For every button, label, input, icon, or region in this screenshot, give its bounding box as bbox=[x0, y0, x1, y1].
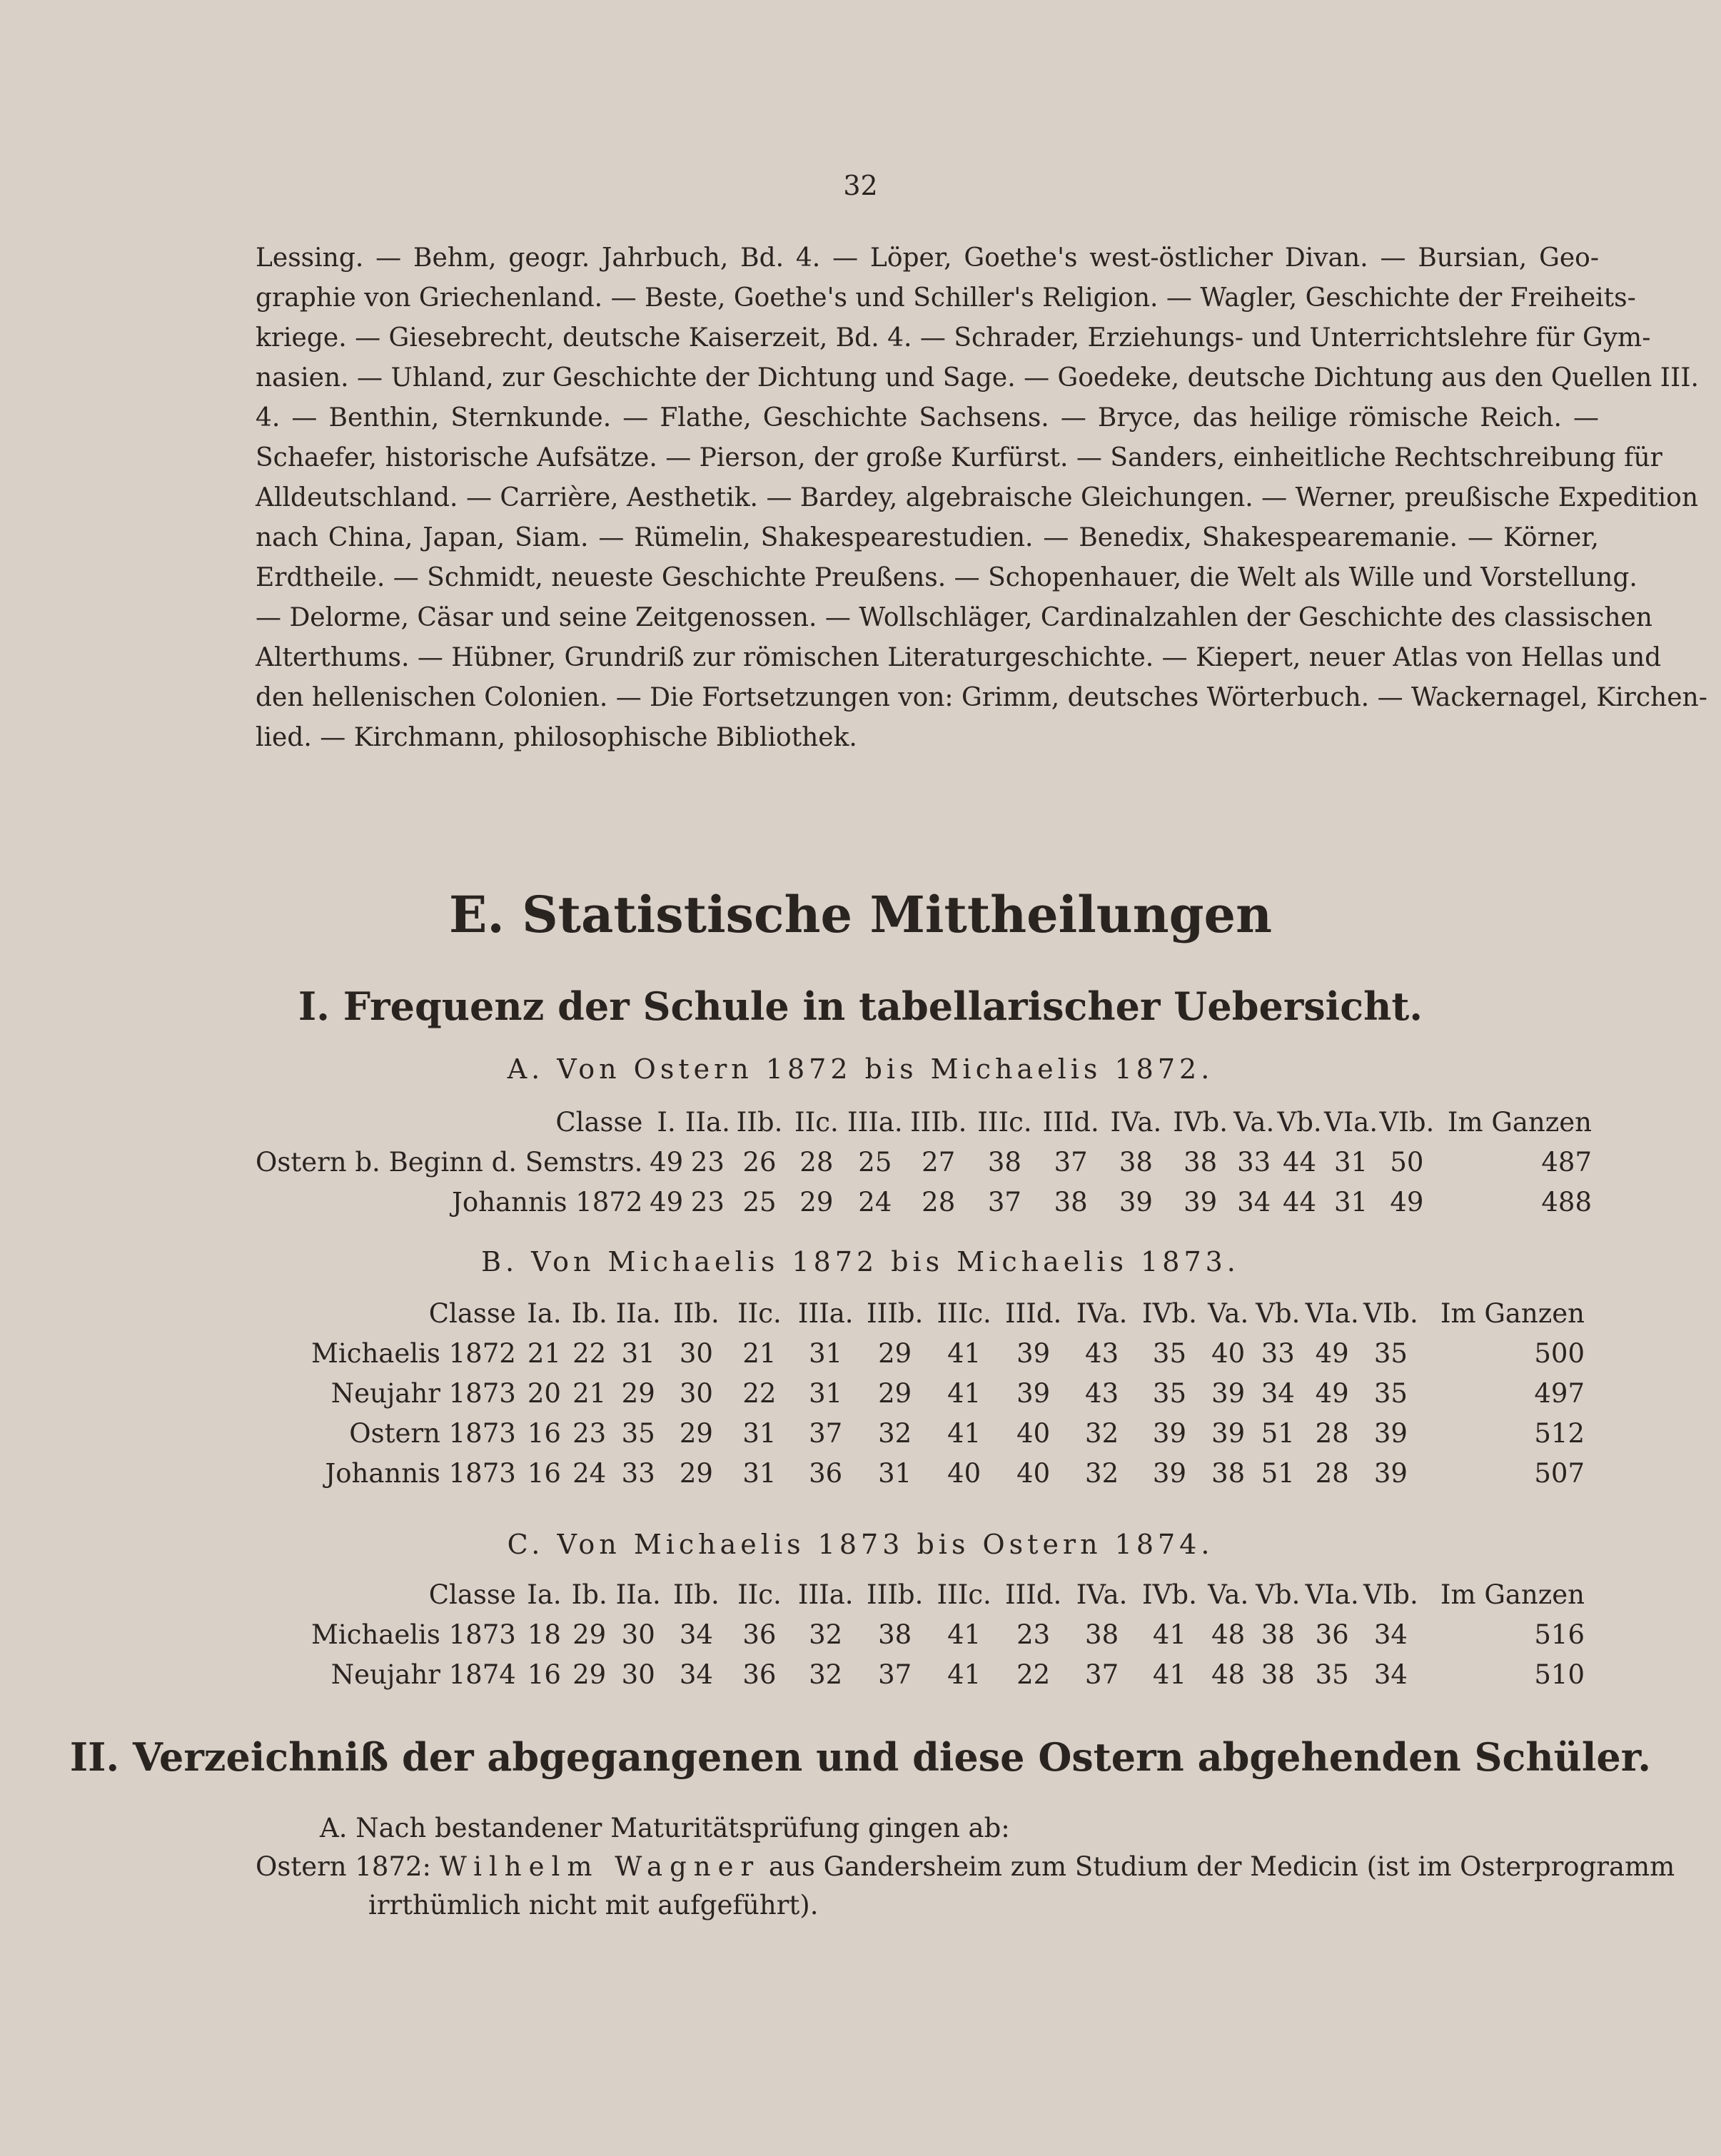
table-cell: 37 bbox=[987, 1186, 1021, 1218]
table-cell: IIIa. bbox=[797, 1297, 854, 1329]
table-cell: IIIb. bbox=[867, 1297, 924, 1329]
table-cell: IVb. bbox=[1142, 1579, 1197, 1610]
table-cell: 23 bbox=[1016, 1619, 1051, 1650]
table-cell: VIb. bbox=[1363, 1297, 1418, 1329]
table-cell: 37 bbox=[1054, 1146, 1088, 1178]
row-label: Johannis 1873 bbox=[325, 1457, 516, 1489]
table-cell: 49 bbox=[650, 1186, 684, 1218]
table-cell: Vb. bbox=[1277, 1106, 1322, 1138]
table-cell: 36 bbox=[809, 1457, 843, 1489]
table-cell: 32 bbox=[878, 1417, 912, 1449]
frequency-table-b bbox=[300, 1293, 1592, 1493]
table-cell: 29 bbox=[799, 1186, 834, 1218]
table-cell: 29 bbox=[679, 1457, 713, 1489]
table-cell: 36 bbox=[742, 1659, 777, 1690]
table-cell: 41 bbox=[1152, 1659, 1186, 1690]
table-cell: 49 bbox=[1390, 1186, 1424, 1218]
table-row bbox=[256, 1182, 1599, 1222]
table-cell: 27 bbox=[922, 1146, 956, 1178]
table-cell: 49 bbox=[1315, 1337, 1349, 1369]
table-cell: 23 bbox=[690, 1186, 725, 1218]
table-cell: 28 bbox=[1315, 1417, 1349, 1449]
table-cell: Va. bbox=[1208, 1297, 1249, 1329]
row-label: Classe bbox=[428, 1579, 516, 1610]
table-cell: 38 bbox=[1119, 1146, 1153, 1178]
table-cell: 29 bbox=[621, 1377, 655, 1409]
table-cell: 38 bbox=[1085, 1619, 1119, 1650]
table-cell: 31 bbox=[1333, 1146, 1368, 1178]
table-header-row bbox=[300, 1574, 1592, 1614]
table-cell: 34 bbox=[1261, 1377, 1295, 1409]
table-cell: 25 bbox=[858, 1146, 892, 1178]
table-cell: 26 bbox=[742, 1146, 777, 1178]
prose-line: Alldeutschland. — Carrière, Aesthetik. — Bardey, algebraische Gleichungen. — Werner, preußische Expedition bbox=[256, 483, 1699, 512]
prose-line: 4. — Benthin, Sternkunde. — Flathe, Geschichte Sachsens. — Bryce, das heilige römische Reich. — bbox=[256, 403, 1599, 432]
table-row bbox=[300, 1413, 1592, 1453]
table-header-row bbox=[256, 1102, 1599, 1142]
table-cell: 41 bbox=[947, 1619, 981, 1650]
table-cell: 31 bbox=[621, 1337, 655, 1369]
table-cell: 20 bbox=[527, 1377, 561, 1409]
table-cell: 30 bbox=[679, 1377, 713, 1409]
table-cell: 31 bbox=[1333, 1186, 1368, 1218]
table-cell: 35 bbox=[1373, 1337, 1408, 1369]
table-cell: 31 bbox=[809, 1337, 843, 1369]
table-cell: 28 bbox=[799, 1146, 834, 1178]
row-label: Neujahr 1873 bbox=[330, 1377, 516, 1409]
table-cell: 39 bbox=[1211, 1377, 1246, 1409]
table-cell: 29 bbox=[572, 1619, 607, 1650]
table-cell: 35 bbox=[1373, 1377, 1408, 1409]
table-cell: Ib. bbox=[571, 1579, 607, 1610]
total-cell: 510 bbox=[1534, 1659, 1585, 1690]
table-cell: 41 bbox=[947, 1377, 981, 1409]
entry-date: Ostern 1872: bbox=[256, 1851, 431, 1882]
table-cell: 44 bbox=[1283, 1186, 1317, 1218]
table-cell: 41 bbox=[947, 1417, 981, 1449]
table-cell: 38 bbox=[1183, 1146, 1218, 1178]
table-cell: IIId. bbox=[1005, 1579, 1062, 1610]
table-cell: IVb. bbox=[1142, 1297, 1197, 1329]
table-cell: IIIa. bbox=[847, 1106, 903, 1138]
table-cell: 34 bbox=[1373, 1619, 1408, 1650]
table-cell: I. bbox=[657, 1106, 676, 1138]
total-cell: 488 bbox=[1541, 1186, 1592, 1218]
table-cell: 22 bbox=[742, 1377, 777, 1409]
table-cell: IIc. bbox=[737, 1297, 782, 1329]
table-cell: Vb. bbox=[1256, 1579, 1301, 1610]
prose-line: Lessing. — Behm, geogr. Jahrbuch, Bd. 4. — Löper, Goethe's west-östlicher Divan. — Bursian, Geo- bbox=[256, 243, 1599, 273]
prose-line: Alterthums. — Hübner, Grundriß zur römischen Literaturgeschichte. — Kiepert, neuer Atlas von Hellas und bbox=[256, 643, 1662, 672]
table-cell: 51 bbox=[1261, 1457, 1295, 1489]
section-e-title: E. Statistische Mittheilungen bbox=[449, 885, 1272, 944]
table-cell: 24 bbox=[572, 1457, 607, 1489]
total-cell: Im Ganzen bbox=[1440, 1297, 1585, 1329]
table-cell: 29 bbox=[679, 1417, 713, 1449]
book-list-paragraph bbox=[256, 238, 1707, 758]
table-cell: 44 bbox=[1283, 1146, 1317, 1178]
total-cell: 500 bbox=[1534, 1337, 1585, 1369]
total-cell: Im Ganzen bbox=[1447, 1106, 1592, 1138]
table-cell: IIIc. bbox=[977, 1106, 1032, 1138]
table-a-heading: A. Von Ostern 1872 bis Michaelis 1872. bbox=[507, 1053, 1214, 1085]
table-cell: 32 bbox=[809, 1659, 843, 1690]
table-cell: 33 bbox=[1261, 1337, 1295, 1369]
table-cell: 34 bbox=[1237, 1186, 1271, 1218]
total-cell: Im Ganzen bbox=[1440, 1579, 1585, 1610]
table-cell: 36 bbox=[742, 1619, 777, 1650]
table-row bbox=[256, 1142, 1599, 1182]
table-row bbox=[300, 1614, 1592, 1654]
table-cell: 39 bbox=[1211, 1417, 1246, 1449]
table-cell: 31 bbox=[742, 1417, 777, 1449]
table-cell: 37 bbox=[1085, 1659, 1119, 1690]
table-cell: 39 bbox=[1183, 1186, 1218, 1218]
table-cell: 41 bbox=[947, 1337, 981, 1369]
table-cell: 39 bbox=[1152, 1457, 1186, 1489]
entry-continuation: irrthümlich nicht mit aufgeführt). bbox=[368, 1890, 819, 1920]
table-cell: Ia. bbox=[527, 1579, 562, 1610]
total-cell: 507 bbox=[1534, 1457, 1585, 1489]
table-cell: VIa. bbox=[1305, 1579, 1359, 1610]
prose-line: lied. — Kirchmann, philosophische Bibliothek. bbox=[256, 723, 857, 752]
table-b-heading: B. Von Michaelis 1872 bis Michaelis 1873. bbox=[481, 1246, 1240, 1277]
table-cell: IIa. bbox=[615, 1579, 661, 1610]
table-cell: 21 bbox=[572, 1377, 607, 1409]
prose-line: graphie von Griechenland. — Beste, Goethe's und Schiller's Religion. — Wagler, Geschichte der Freiheits- bbox=[256, 283, 1636, 313]
table-cell: 33 bbox=[621, 1457, 655, 1489]
table-cell: 16 bbox=[527, 1417, 561, 1449]
table-cell: 35 bbox=[1315, 1659, 1349, 1690]
row-label: Ostern 1873 bbox=[349, 1417, 516, 1449]
table-cell: 41 bbox=[1152, 1619, 1186, 1650]
table-cell: 41 bbox=[947, 1659, 981, 1690]
prose-line: — Delorme, Cäsar und seine Zeitgenossen. — Wollschläger, Cardinalzahlen der Geschichte des classischen bbox=[256, 603, 1652, 632]
table-cell: IIb. bbox=[736, 1106, 783, 1138]
table-row bbox=[300, 1333, 1592, 1373]
table-cell: 28 bbox=[922, 1186, 956, 1218]
table-cell: 35 bbox=[1152, 1337, 1186, 1369]
row-label: Classe bbox=[428, 1297, 516, 1329]
table-cell: 40 bbox=[1016, 1417, 1051, 1449]
table-cell: 25 bbox=[742, 1186, 777, 1218]
table-cell: 16 bbox=[527, 1457, 561, 1489]
table-cell: 34 bbox=[1373, 1659, 1408, 1690]
table-cell: IIa. bbox=[615, 1297, 661, 1329]
table-cell: IIIc. bbox=[937, 1579, 991, 1610]
table-cell: 35 bbox=[1152, 1377, 1186, 1409]
table-cell: 39 bbox=[1119, 1186, 1153, 1218]
table-cell: Ib. bbox=[571, 1297, 607, 1329]
table-cell: 43 bbox=[1085, 1377, 1119, 1409]
table-cell: 31 bbox=[742, 1457, 777, 1489]
graduate-entry bbox=[256, 1851, 1675, 1882]
table-cell: 23 bbox=[690, 1146, 725, 1178]
prose-line: den hellenischen Colonien. — Die Fortsetzungen von: Grimm, deutsches Wörterbuch. — Wackernagel, Kirchen- bbox=[256, 683, 1707, 712]
table-cell: 38 bbox=[1261, 1619, 1295, 1650]
table-cell: 48 bbox=[1211, 1659, 1246, 1690]
table-cell: 49 bbox=[650, 1146, 684, 1178]
table-cell: Va. bbox=[1208, 1579, 1249, 1610]
total-cell: 512 bbox=[1534, 1417, 1585, 1449]
table-cell: 22 bbox=[1016, 1659, 1051, 1690]
table-cell: 18 bbox=[527, 1619, 561, 1650]
section-2-title: II. Verzeichniß der abgegangenen und diese Ostern abgehenden Schüler. bbox=[69, 1734, 1652, 1780]
table-cell: IIc. bbox=[794, 1106, 839, 1138]
table-cell: IVa. bbox=[1076, 1579, 1128, 1610]
table-cell: 34 bbox=[679, 1619, 713, 1650]
table-cell: 40 bbox=[1211, 1337, 1246, 1369]
table-cell: 38 bbox=[1211, 1457, 1246, 1489]
section-2a-text: A. Nach bestandener Maturitätsprüfung gingen ab: bbox=[320, 1813, 1010, 1843]
table-cell: 34 bbox=[679, 1659, 713, 1690]
table-cell: IIIb. bbox=[910, 1106, 967, 1138]
total-cell: 487 bbox=[1541, 1146, 1592, 1178]
table-cell: 37 bbox=[878, 1659, 912, 1690]
table-cell: 38 bbox=[1261, 1659, 1295, 1690]
table-cell: IIId. bbox=[1042, 1106, 1099, 1138]
table-row bbox=[300, 1373, 1592, 1413]
table-cell: IIc. bbox=[737, 1579, 782, 1610]
prose-line: nach China, Japan, Siam. — Rümelin, Shakespearestudien. — Benedix, Shakespearemanie. — Körner, bbox=[256, 523, 1599, 552]
table-cell: VIb. bbox=[1363, 1579, 1418, 1610]
table-cell: Ia. bbox=[527, 1297, 562, 1329]
table-cell: 39 bbox=[1152, 1417, 1186, 1449]
table-cell: 39 bbox=[1373, 1457, 1408, 1489]
table-cell: 48 bbox=[1211, 1619, 1246, 1650]
table-c-heading: C. Von Michaelis 1873 bis Ostern 1874. bbox=[507, 1529, 1214, 1560]
frequency-table-c bbox=[300, 1574, 1592, 1694]
table-cell: 31 bbox=[809, 1377, 843, 1409]
table-cell: 43 bbox=[1085, 1337, 1119, 1369]
table-cell: IIa. bbox=[685, 1106, 730, 1138]
prose-line: Erdtheile. — Schmidt, neueste Geschichte Preußens. — Schopenhauer, die Welt als Wille und Vorstellung. bbox=[256, 563, 1637, 592]
table-cell: IIId. bbox=[1005, 1297, 1062, 1329]
table-cell: 32 bbox=[1085, 1457, 1119, 1489]
table-cell: 36 bbox=[1315, 1619, 1349, 1650]
table-cell: 16 bbox=[527, 1659, 561, 1690]
prose-line: kriege. — Giesebrecht, deutsche Kaiserzeit, Bd. 4. — Schrader, Erziehungs- und Unterrichtslehre für Gym- bbox=[256, 323, 1651, 353]
table-cell: 49 bbox=[1315, 1377, 1349, 1409]
table-cell: 22 bbox=[572, 1337, 607, 1369]
table-cell: IIb. bbox=[673, 1297, 720, 1329]
table-cell: IVa. bbox=[1110, 1106, 1162, 1138]
section-1-title: I. Frequenz der Schule in tabellarischer Uebersicht. bbox=[298, 983, 1423, 1029]
table-cell: 38 bbox=[1054, 1186, 1088, 1218]
table-cell: 30 bbox=[621, 1619, 655, 1650]
table-cell: Va. bbox=[1233, 1106, 1275, 1138]
table-cell: 24 bbox=[858, 1186, 892, 1218]
total-cell: 497 bbox=[1534, 1377, 1585, 1409]
row-label: Michaelis 1873 bbox=[311, 1619, 516, 1650]
table-cell: 51 bbox=[1261, 1417, 1295, 1449]
table-cell: 32 bbox=[1085, 1417, 1119, 1449]
row-label: Johannis 1872 bbox=[452, 1186, 643, 1218]
frequency-table-a bbox=[256, 1102, 1599, 1222]
prose-line: nasien. — Uhland, zur Geschichte der Dichtung und Sage. — Goedeke, deutsche Dichtung aus den Quellen III. bbox=[256, 363, 1699, 393]
table-cell: 38 bbox=[987, 1146, 1021, 1178]
row-label: Neujahr 1874 bbox=[330, 1659, 516, 1690]
table-row bbox=[300, 1654, 1592, 1694]
table-cell: 30 bbox=[679, 1337, 713, 1369]
table-cell: VIb. bbox=[1379, 1106, 1435, 1138]
row-label: Ostern b. Beginn d. Semstrs. bbox=[256, 1146, 643, 1178]
table-cell: 23 bbox=[572, 1417, 607, 1449]
table-cell: IIIa. bbox=[797, 1579, 854, 1610]
row-label: Michaelis 1872 bbox=[311, 1337, 516, 1369]
table-cell: 21 bbox=[527, 1337, 561, 1369]
table-cell: VIa. bbox=[1323, 1106, 1378, 1138]
table-cell: 40 bbox=[947, 1457, 981, 1489]
table-cell: 30 bbox=[621, 1659, 655, 1690]
row-label: Classe bbox=[555, 1106, 643, 1138]
table-cell: 29 bbox=[878, 1337, 912, 1369]
prose-line: Schaefer, historische Aufsätze. — Pierson, der große Kurfürst. — Sanders, einheitliche Rechtschreibung für bbox=[256, 443, 1662, 472]
table-row bbox=[300, 1453, 1592, 1493]
table-cell: Vb. bbox=[1256, 1297, 1301, 1329]
table-cell: 38 bbox=[878, 1619, 912, 1650]
table-cell: 37 bbox=[809, 1417, 843, 1449]
entry-name: Wilhelm Wagner bbox=[439, 1851, 761, 1882]
table-cell: 39 bbox=[1373, 1417, 1408, 1449]
table-cell: IVa. bbox=[1076, 1297, 1128, 1329]
table-cell: 32 bbox=[809, 1619, 843, 1650]
total-cell: 516 bbox=[1534, 1619, 1585, 1650]
table-cell: IIb. bbox=[673, 1579, 720, 1610]
table-cell: IIIb. bbox=[867, 1579, 924, 1610]
table-cell: IIIc. bbox=[937, 1297, 991, 1329]
table-cell: 39 bbox=[1016, 1337, 1051, 1369]
table-cell: 29 bbox=[572, 1659, 607, 1690]
page-number: 32 bbox=[843, 170, 878, 201]
table-cell: VIa. bbox=[1305, 1297, 1359, 1329]
table-header-row bbox=[300, 1293, 1592, 1333]
table-cell: 33 bbox=[1237, 1146, 1271, 1178]
table-cell: IVb. bbox=[1173, 1106, 1228, 1138]
table-cell: 35 bbox=[621, 1417, 655, 1449]
table-cell: 50 bbox=[1390, 1146, 1424, 1178]
table-cell: 40 bbox=[1016, 1457, 1051, 1489]
table-cell: 21 bbox=[742, 1337, 777, 1369]
table-cell: 28 bbox=[1315, 1457, 1349, 1489]
table-cell: 39 bbox=[1016, 1377, 1051, 1409]
entry-text: aus Gandersheim zum Studium der Medicin (ist im Osterprogramm bbox=[768, 1851, 1675, 1882]
table-cell: 29 bbox=[878, 1377, 912, 1409]
table-cell: 31 bbox=[878, 1457, 912, 1489]
